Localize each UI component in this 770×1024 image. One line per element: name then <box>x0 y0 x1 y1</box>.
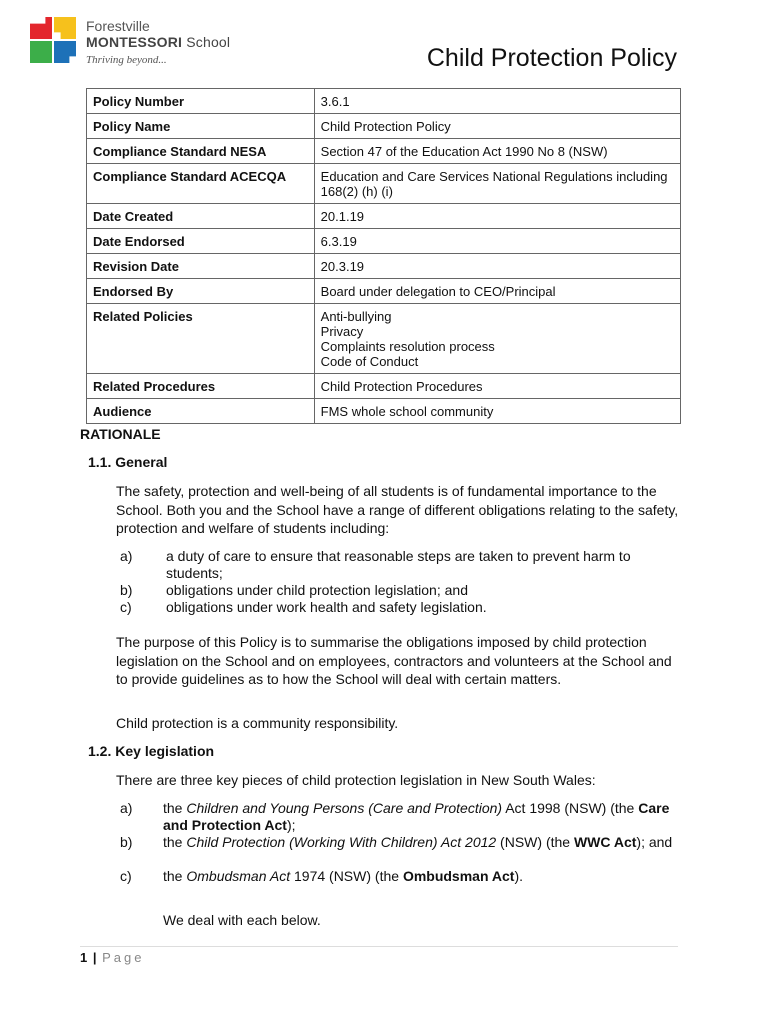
page-footer <box>80 950 145 965</box>
table-row <box>87 114 681 139</box>
general-intro: The safety, protection and well-being of all students is of fundamental importance to the School. Both you and the School have a range of different obligations relating to the safety, protection and welfare of students including: <box>116 483 679 536</box>
row-value: Board under delegation to CEO/Principal <box>314 279 680 304</box>
row-value: Child Protection Procedures <box>314 374 680 399</box>
table-row <box>87 204 681 229</box>
footer-separator: | <box>92 950 97 965</box>
table-row <box>87 164 681 204</box>
rationale-heading: RATIONALE <box>80 426 161 442</box>
table-row <box>87 89 681 114</box>
row-key: Revision Date <box>87 254 315 279</box>
logo-line-1: Forestville <box>86 18 150 34</box>
list-item: a) a duty of care to ensure that reasonable steps are taken to prevent harm to students; <box>120 548 631 581</box>
table-row <box>87 399 681 424</box>
legislation-intro: There are three key pieces of child protection legislation in New South Wales: <box>116 772 596 788</box>
row-value: Child Protection Policy <box>314 114 680 139</box>
general-purpose: The purpose of this Policy is to summarise the obligations imposed by child protection legislation on the School and on employees, contractors and volunteers at the School and to provide guidelines as to how the School will deal with certain matters. <box>116 634 672 687</box>
list-item: b) obligations under child protection legislation; and <box>120 582 468 598</box>
list-item: a) the Children and Young Persons (Care and Protection) Act 1998 (NSW) (the Care and Protection Act); <box>120 800 670 833</box>
row-value: Anti-bullying Privacy Complaints resolution process Code of Conduct <box>314 304 680 374</box>
logo-mark-icon <box>30 17 76 63</box>
row-value: 6.3.19 <box>314 229 680 254</box>
table-row <box>87 374 681 399</box>
table-row <box>87 304 681 374</box>
row-value: 20.1.19 <box>314 204 680 229</box>
row-key: Policy Number <box>87 89 315 114</box>
row-value: Section 47 of the Education Act 1990 No 8 (NSW) <box>314 139 680 164</box>
general-heading: 1.1. General <box>88 454 168 470</box>
document-title: Child Protection Policy <box>426 44 677 72</box>
row-key: Related Procedures <box>87 374 315 399</box>
list-item: c) obligations under work health and safety legislation. <box>120 599 487 615</box>
table-row <box>87 139 681 164</box>
row-key: Endorsed By <box>87 279 315 304</box>
page-label: Page <box>102 950 145 965</box>
row-key: Related Policies <box>87 304 315 374</box>
legislation-heading: 1.2. Key legislation <box>88 743 215 759</box>
logo-tagline: Thriving beyond... <box>86 54 167 66</box>
policy-metadata-table <box>86 88 681 424</box>
school-logo <box>30 17 230 67</box>
list-item: c) the Ombudsman Act 1974 (NSW) (the Ombudsman Act). <box>120 868 523 884</box>
row-key: Compliance Standard NESA <box>87 139 315 164</box>
row-value: 3.6.1 <box>314 89 680 114</box>
table-row <box>87 229 681 254</box>
row-key: Date Endorsed <box>87 229 315 254</box>
row-value: Education and Care Services National Regulations including 168(2) (h) (i) <box>314 164 680 204</box>
row-key: Date Created <box>87 204 315 229</box>
legislation-closing: We deal with each below. <box>163 912 321 928</box>
footer-divider <box>80 946 678 947</box>
row-key: Compliance Standard ACECQA <box>87 164 315 204</box>
list-item: b) the Child Protection (Working With Children) Act 2012 (NSW) (the WWC Act); and <box>120 834 673 850</box>
logo-line-2: MONTESSORI School <box>86 34 231 50</box>
page-number: 1 <box>80 950 88 965</box>
community-responsibility: Child protection is a community responsibility. <box>116 715 399 731</box>
table-row <box>87 254 681 279</box>
row-value: FMS whole school community <box>314 399 680 424</box>
table-row <box>87 279 681 304</box>
row-key: Policy Name <box>87 114 315 139</box>
row-key: Audience <box>87 399 315 424</box>
row-value: 20.3.19 <box>314 254 680 279</box>
